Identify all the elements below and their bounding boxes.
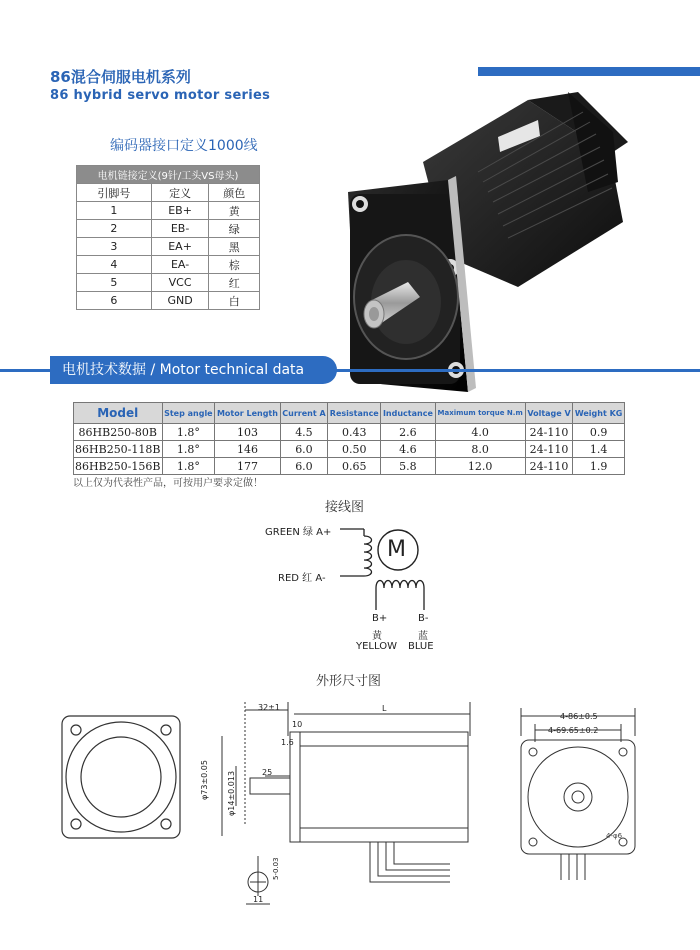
cell: 4.6 [381,441,435,458]
cell: 1 [77,202,152,220]
cell: 4 [77,256,152,274]
wire-blue-cn: 蓝 [418,631,428,642]
cell: 86HB250-80B [74,424,163,441]
cell: 2.6 [381,424,435,441]
cell: 103 [215,424,280,441]
cell: 1.9 [573,458,625,475]
encoder-caption: 电机链接定义(9针/工头VS母头) [77,166,260,184]
encoder-title: 编码器接口定义1000线 [110,138,258,154]
cell: 5 [77,274,152,292]
dim-phi14: φ14±0.013 [227,770,236,816]
cell: 6.0 [280,441,327,458]
def-header: 定义 [151,184,209,202]
cell: 1.8° [162,424,215,441]
cell: 86HB250-156B [75,459,161,473]
col-header: Step angle [162,403,215,424]
front-view-drawing [58,712,184,842]
table-row [77,292,260,310]
pin-header: 引脚号 [77,184,152,202]
header-accent-bar [478,67,700,76]
cell: 4.0 [435,424,525,441]
cell: 1.4 [573,441,625,458]
col-header: Current A [280,403,327,424]
table-row [74,441,625,458]
tech-data-table [73,402,625,475]
wiring-title: 接线图 [325,500,365,515]
encoder-pin-table [76,165,260,310]
cell: EB+ [151,202,209,220]
table-row [77,220,260,238]
cell: 177 [215,458,280,475]
custom-note: 以上仅为代表性产品，可按用户要求定做！ [73,478,263,489]
dim-11: 11 [253,895,264,904]
cell: 3 [77,238,152,256]
table-row [77,256,260,274]
col-header: Inductance [381,403,435,424]
dim-1-6: 1.6 [281,738,294,747]
cell: 白 [209,292,260,310]
cell: VCC [151,274,209,292]
col-header: Maximum torque N.m [435,403,525,424]
cell: 1.8° [162,441,215,458]
cell: 24-110 [525,458,572,475]
cell: 2 [77,220,152,238]
color-header: 颜色 [209,184,260,202]
cell: 黄 [209,202,260,220]
motor-symbol-letter: M [387,537,406,562]
cell: EA- [151,256,209,274]
dim-5: 5-0.03 [272,857,280,880]
cell: 0.65 [328,458,381,475]
side-view-drawing [210,696,490,916]
cell: 1.8° [162,458,215,475]
cell: 8.0 [435,441,525,458]
tech-section-badge: 电机技术数据 / Motor technical data [50,356,337,384]
cell: 棕 [209,256,260,274]
wire-bminus-label: B- [418,613,429,624]
cell: 86HB250-118B [75,442,161,456]
dim-phi73: φ73±0.05 [200,760,209,800]
cell: 黑 [209,238,260,256]
cell: EB- [151,220,209,238]
dimension-title: 外形尺寸图 [316,674,382,689]
cell: GND [151,292,209,310]
wire-yellow-cn: 黄 [372,631,382,642]
dim-L: L [382,704,387,713]
dim-10: 10 [292,720,303,729]
wire-yellow-label: YELLOW [356,641,397,652]
cell: 0.43 [328,424,381,441]
wiring-diagram [340,520,450,615]
table-row [74,424,625,441]
cell: 0.50 [328,441,381,458]
cell: 4.5 [280,424,327,441]
cell: 12.0 [435,458,525,475]
dim-32: 32±1 [258,703,280,712]
table-row [77,274,260,292]
page-title-en: 86 hybrid servo motor series [50,88,271,103]
wire-red-label: RED 红 A- [278,573,326,584]
page-title-cn: 86混合伺服电机系列 [50,68,191,86]
cell: EA+ [151,238,209,256]
cell: 6 [77,292,152,310]
col-header: Motor Length [215,403,280,424]
cell: 24-110 [525,441,572,458]
cell: 6.0 [280,458,327,475]
col-header: Model [74,403,163,424]
wire-blue-label: BLUE [408,641,434,652]
cell: 红 [209,274,260,292]
dim-phi6: 4-φ6 [606,832,623,840]
table-row [77,238,260,256]
cell: 24-110 [525,424,572,441]
cell: 5.8 [381,458,435,475]
table-row [74,458,625,475]
motor-product-image [328,92,628,394]
dim-25: 25 [262,768,273,777]
col-header: Weight KG [573,403,625,424]
cell: 146 [215,441,280,458]
dim-6965: 4-69.65±0.2 [548,726,599,735]
cell: 0.9 [573,424,625,441]
col-header: Resistance [328,403,381,424]
wire-green-label: GREEN 绿 A+ [265,527,332,538]
table-row [77,202,260,220]
dim-86: 4-86±0.5 [560,712,598,721]
col-header: Voltage V [525,403,572,424]
wire-bplus-label: B+ [372,613,388,624]
cell: 绿 [209,220,260,238]
